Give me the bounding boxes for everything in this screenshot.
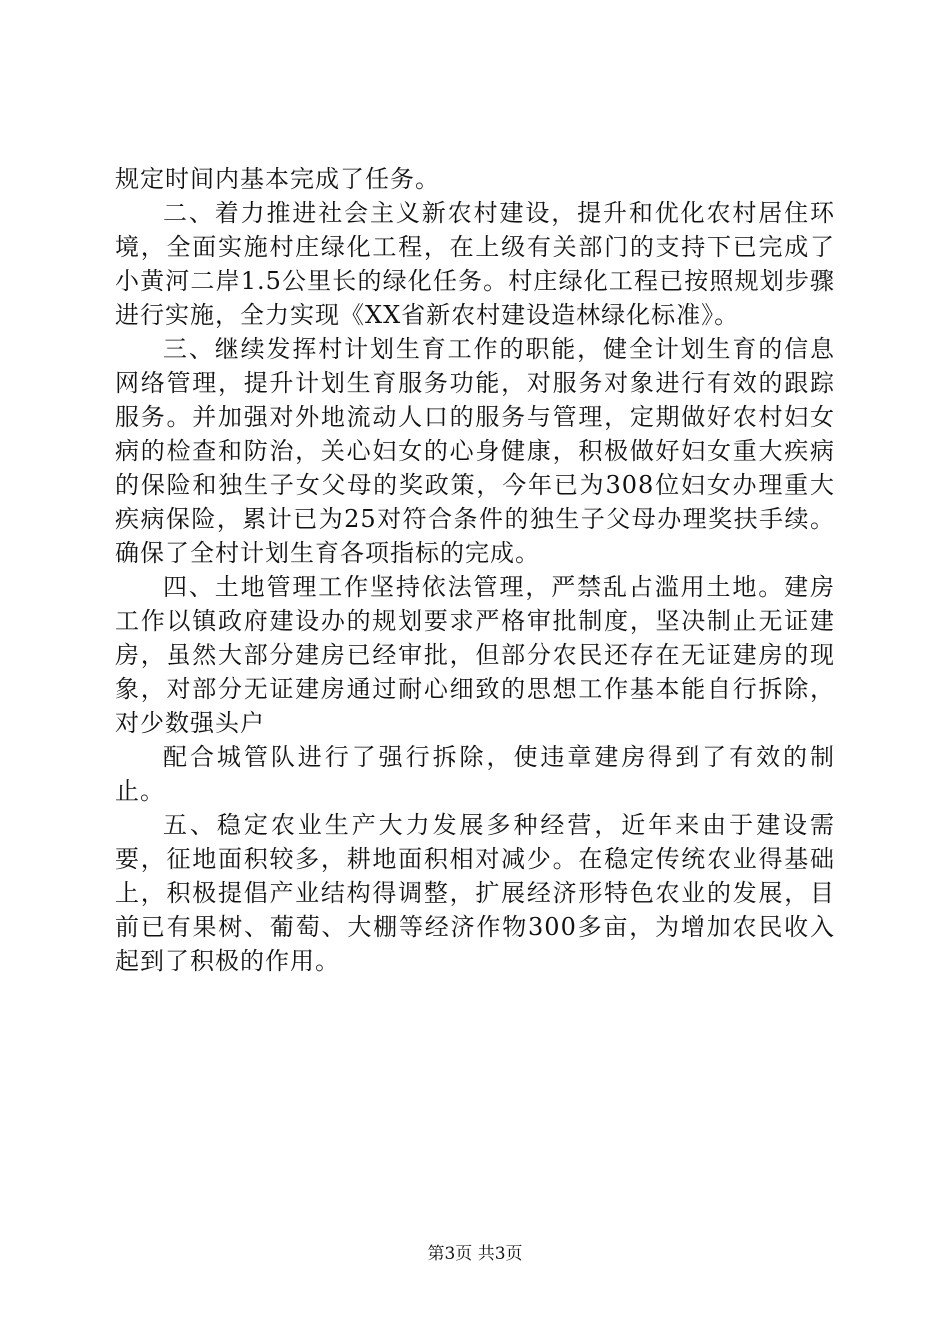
paragraph-item-five: 五、稳定农业生产大力发展多种经营，近年来由于建设需要，征地面积较多，耕地面积相对减少。在稳定传统农业得基础上，积极提倡产业结构得调整，扩展经济形特色农业的发展，目前已有果树、葡萄、大棚等经济作物300多亩，为增加农民收入起到了积极的作用。 [115, 811, 835, 975]
paragraph-item-four-continued: 配合城管队进行了强行拆除，使违章建房得到了有效的制止。 [115, 743, 835, 805]
paragraph-item-two: 二、着力推进社会主义新农村建设，提升和优化农村居住环境，全面实施村庄绿化工程，在上级有关部门的支持下已完成了小黄河二岸1.5公里长的绿化任务。村庄绿化工程已按照规划步骤进行实施，全力实现《XX省新农村建设造林绿化标准》。 [115, 199, 835, 329]
page-number-footer: 第3页 共3页 [427, 1244, 523, 1264]
paragraph-item-three: 三、继续发挥村计划生育工作的职能，健全计划生育的信息网络管理，提升计划生育服务功能，对服务对象进行有效的跟踪服务。并加强对外地流动人口的服务与管理，定期做好农村妇女病的检查和防治，关心妇女的心身健康，积极做好妇女重大疾病的保险和独生子女父母的奖政策，今年已为308位妇女办理重大疾病保险，累计已为25对符合条件的独生子父母办理奖扶手续。确保了全村计划生育各项指标的完成。 [115, 335, 835, 567]
document-body [115, 162, 835, 978]
paragraph-item-four: 四、土地管理工作坚持依法管理，严禁乱占滥用土地。建房工作以镇政府建设办的规划要求严格审批制度，坚决制止无证建房，虽然大部分建房已经审批，但部分农民还存在无证建房的现象，对部分无证建房通过耐心细致的思想工作基本能自行拆除，对少数强头户 [115, 573, 835, 737]
paragraph-continuation: 规定时间内基本完成了任务。 [115, 165, 440, 193]
